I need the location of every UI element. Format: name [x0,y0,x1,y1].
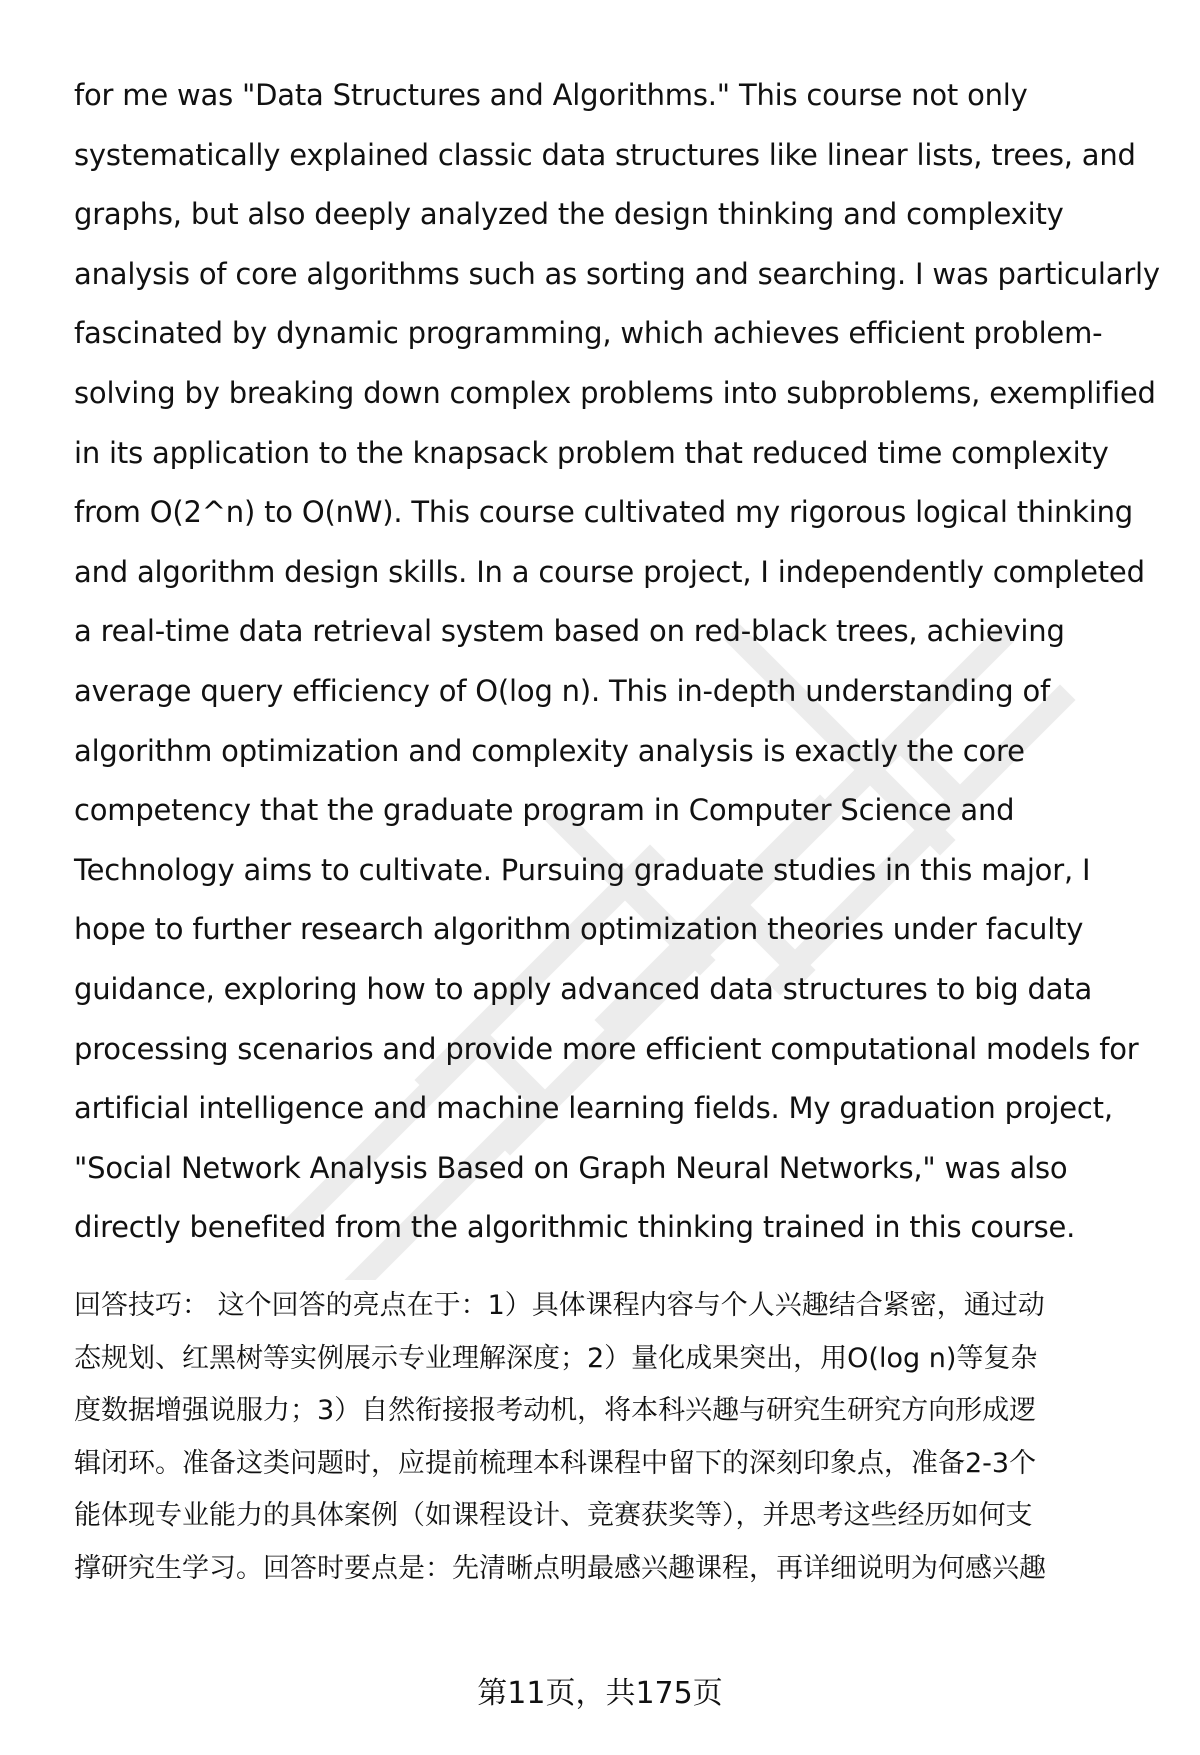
answer-paragraph [74,66,1160,1258]
answer-line: competency that the graduate program in Computer Science and [74,793,1015,828]
answer-line: a real-time data retrieval system based on red-black trees, achieving [74,614,1065,649]
answer-line: algorithm optimization and complexity analysis is exactly the core [74,733,1025,768]
tips-line: 回答技巧： 这个回答的亮点在于：1）具体课程内容与个人兴趣结合紧密，通过动 [74,1290,1045,1321]
answer-line: directly benefited from the algorithmic thinking trained in this course. [74,1210,1076,1245]
answer-line: Technology aims to cultivate. Pursuing graduate studies in this major, I [74,852,1091,887]
answer-tips-paragraph [74,1280,1154,1595]
page-number-footer: 第11页，共175页 [477,1676,723,1711]
answer-line: graphs, but also deeply analyzed the design thinking and complexity [74,197,1064,232]
tips-line: 辑闭环。准备这类问题时，应提前梳理本科课程中留下的深刻印象点，准备2-3个 [74,1447,1037,1479]
tips-line: 态规划、红黑树等实例展示专业理解深度；2）量化成果突出，用O(log n)等复杂 [74,1342,1038,1374]
answer-line: hope to further research algorithm optimization theories under faculty [74,912,1084,947]
answer-line: average query efficiency of O(log n). This in-depth understanding of [74,673,1050,708]
answer-line: from O(2^n) to O(nW). This course cultivated my rigorous logical thinking [74,495,1133,530]
tips-line: 能体现专业能力的具体案例（如课程设计、竞赛获奖等），并思考这些经历如何支 [74,1500,1033,1531]
answer-line: guidance, exploring how to apply advanced data structures to big data [74,971,1093,1006]
answer-line: and algorithm design skills. In a course project, I independently completed [74,554,1145,589]
tips-line: 撑研究生学习。回答时要点是：先清晰点明最感兴趣课程，再详细说明为何感兴趣 [74,1552,1046,1584]
answer-line: solving by breaking down complex problems into subproblems, exemplified [74,375,1156,410]
answer-line: systematically explained classic data structures like linear lists, trees, and [74,137,1136,172]
answer-line: analysis of core algorithms such as sorting and searching. I was particularly [74,256,1160,291]
answer-line: for me was "Data Structures and Algorithms." This course not only [74,78,1028,112]
answer-line: artificial intelligence and machine learning fields. My graduation project, [74,1091,1113,1126]
answer-line: in its application to the knapsack problem that reduced time complexity [74,435,1109,470]
answer-line: "Social Network Analysis Based on Graph Neural Networks," was also [74,1150,1068,1185]
answer-line: processing scenarios and provide more efficient computational models for [74,1031,1139,1066]
answer-line: fascinated by dynamic programming, which achieves efficient problem- [74,316,1103,351]
tips-line: 度数据增强说服力；3）自然衔接报考动机，将本科兴趣与研究生研究方向形成逻 [74,1395,1037,1426]
